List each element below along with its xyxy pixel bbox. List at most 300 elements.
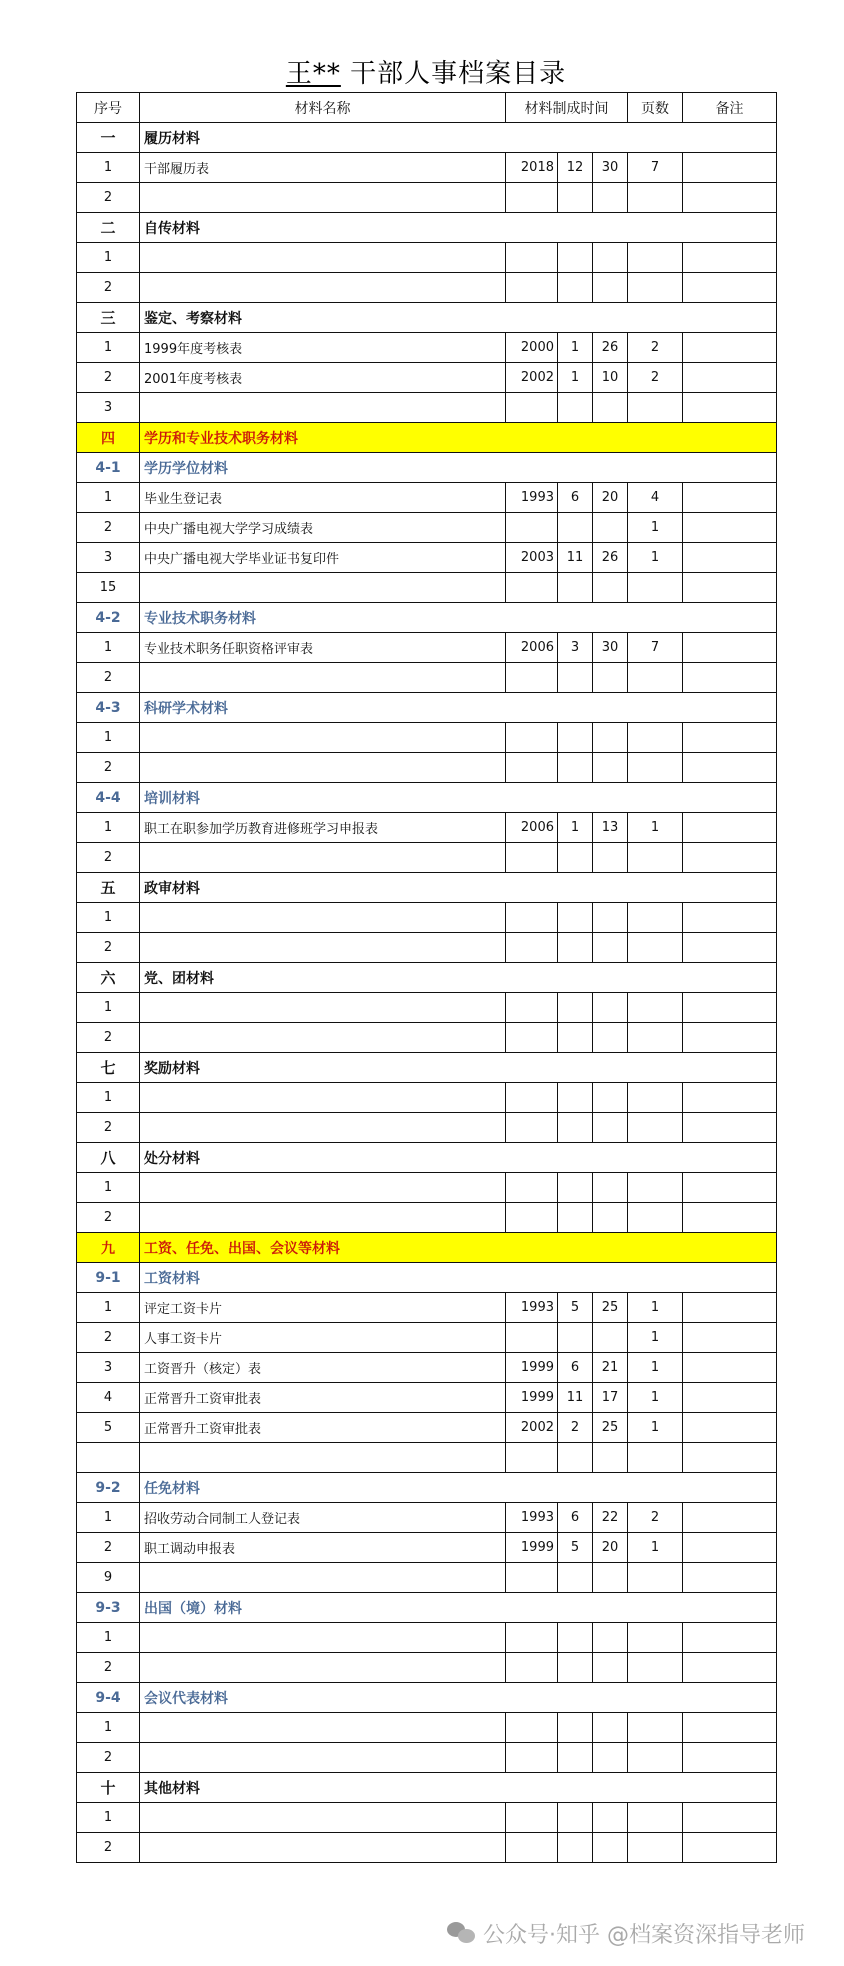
section-seq: 4-2 [77, 603, 140, 633]
row-year [506, 1563, 558, 1593]
row-material-name: 正常晋升工资审批表 [140, 1413, 506, 1443]
table-row [77, 1083, 777, 1113]
row-material-name [140, 1113, 506, 1143]
row-day: 21 [593, 1353, 628, 1383]
section-title: 科研学术材料 [140, 693, 777, 723]
row-day: 30 [593, 633, 628, 663]
row-remarks [683, 243, 777, 273]
subsection-row [77, 1593, 777, 1623]
row-seq: 1 [77, 333, 140, 363]
row-year [506, 1113, 558, 1143]
section-title: 工资、任免、出国、会议等材料 [140, 1233, 777, 1263]
row-material-name: 干部履历表 [140, 153, 506, 183]
row-remarks [683, 993, 777, 1023]
row-pages [628, 903, 683, 933]
row-material-name [140, 993, 506, 1023]
row-year [506, 663, 558, 693]
row-seq: 1 [77, 813, 140, 843]
row-pages [628, 1563, 683, 1593]
subsection-row [77, 603, 777, 633]
row-year: 2006 [506, 813, 558, 843]
row-day: 20 [593, 483, 628, 513]
row-year [506, 1623, 558, 1653]
row-month [558, 1023, 593, 1053]
table-row [77, 153, 777, 183]
row-month [558, 1833, 593, 1863]
row-month [558, 513, 593, 543]
row-seq: 2 [77, 1653, 140, 1683]
row-material-name: 2001年度考核表 [140, 363, 506, 393]
table-row [77, 1563, 777, 1593]
subsection-row [77, 1263, 777, 1293]
table-row [77, 1353, 777, 1383]
row-year [506, 1203, 558, 1233]
section-seq: 4-4 [77, 783, 140, 813]
wechat-icon [447, 1920, 477, 1946]
table-row [77, 573, 777, 603]
row-seq: 2 [77, 933, 140, 963]
row-material-name [140, 1083, 506, 1113]
section-title: 培训材料 [140, 783, 777, 813]
section-seq: 9-2 [77, 1473, 140, 1503]
row-day [593, 273, 628, 303]
table-row [77, 723, 777, 753]
row-year: 2018 [506, 153, 558, 183]
row-month: 5 [558, 1533, 593, 1563]
row-remarks [683, 1203, 777, 1233]
row-material-name [140, 393, 506, 423]
row-month: 11 [558, 1383, 593, 1413]
section-title: 学历和专业技术职务材料 [140, 423, 777, 453]
row-material-name [140, 1713, 506, 1743]
row-seq: 1 [77, 723, 140, 753]
row-material-name: 职工调动申报表 [140, 1533, 506, 1563]
row-day: 25 [593, 1413, 628, 1443]
section-seq: 三 [77, 303, 140, 333]
row-remarks [683, 1833, 777, 1863]
row-day: 17 [593, 1383, 628, 1413]
row-year [506, 183, 558, 213]
row-year: 1993 [506, 483, 558, 513]
table-row [77, 1653, 777, 1683]
table-row [77, 393, 777, 423]
row-seq: 2 [77, 843, 140, 873]
row-month [558, 1443, 593, 1473]
row-month [558, 243, 593, 273]
row-day [593, 513, 628, 543]
row-day [593, 1173, 628, 1203]
row-pages [628, 273, 683, 303]
section-row [77, 1233, 777, 1263]
row-seq: 5 [77, 1413, 140, 1443]
person-name: 王** [285, 59, 341, 89]
row-month [558, 1173, 593, 1203]
row-day [593, 573, 628, 603]
row-remarks [683, 333, 777, 363]
row-pages: 1 [628, 1323, 683, 1353]
row-year [506, 933, 558, 963]
row-month: 3 [558, 633, 593, 663]
row-material-name [140, 273, 506, 303]
col-header-seq: 序号 [77, 93, 140, 123]
table-row [77, 663, 777, 693]
section-title: 党、团材料 [140, 963, 777, 993]
section-row [77, 963, 777, 993]
section-seq: 九 [77, 1233, 140, 1263]
row-seq: 1 [77, 243, 140, 273]
row-remarks [683, 1443, 777, 1473]
section-title: 专业技术职务材料 [140, 603, 777, 633]
section-row [77, 213, 777, 243]
row-material-name [140, 843, 506, 873]
row-year: 1999 [506, 1353, 558, 1383]
row-remarks [683, 483, 777, 513]
table-row [77, 1383, 777, 1413]
table-row [77, 1173, 777, 1203]
table-row [77, 1623, 777, 1653]
row-day [593, 1563, 628, 1593]
row-remarks [683, 1173, 777, 1203]
row-day [593, 1833, 628, 1863]
section-seq: 4-3 [77, 693, 140, 723]
row-seq: 3 [77, 543, 140, 573]
row-year [506, 1803, 558, 1833]
row-remarks [683, 663, 777, 693]
watermark-text: 公众号·知乎 @档案资深指导老师 [483, 1922, 805, 1948]
row-remarks [683, 1413, 777, 1443]
row-year [506, 513, 558, 543]
row-month [558, 393, 593, 423]
row-year: 2000 [506, 333, 558, 363]
row-material-name [140, 933, 506, 963]
col-header-remarks: 备注 [683, 93, 777, 123]
row-year: 2003 [506, 543, 558, 573]
row-remarks [683, 1803, 777, 1833]
row-remarks [683, 1383, 777, 1413]
row-pages [628, 933, 683, 963]
table-row [77, 1113, 777, 1143]
col-header-date: 材料制成时间 [506, 93, 628, 123]
table-row [77, 1533, 777, 1563]
row-day: 20 [593, 1533, 628, 1563]
row-year [506, 1713, 558, 1743]
section-row [77, 1053, 777, 1083]
row-year [506, 753, 558, 783]
title-text: 干部人事档案目录 [350, 59, 567, 89]
row-material-name [140, 663, 506, 693]
header-row [77, 93, 777, 123]
table-row [77, 1443, 777, 1473]
subsection-row [77, 453, 777, 483]
row-day [593, 933, 628, 963]
row-pages: 1 [628, 1383, 683, 1413]
row-month [558, 753, 593, 783]
row-material-name: 中央广播电视大学学习成绩表 [140, 513, 506, 543]
row-pages: 1 [628, 513, 683, 543]
row-pages: 1 [628, 1413, 683, 1443]
row-material-name [140, 1743, 506, 1773]
table-row [77, 513, 777, 543]
row-seq: 2 [77, 273, 140, 303]
table-row [77, 1203, 777, 1233]
row-remarks [683, 1623, 777, 1653]
row-year: 2002 [506, 363, 558, 393]
row-day [593, 1023, 628, 1053]
row-material-name [140, 1203, 506, 1233]
row-day [593, 903, 628, 933]
section-seq: 五 [77, 873, 140, 903]
row-pages [628, 1713, 683, 1743]
row-year: 1999 [506, 1383, 558, 1413]
row-day [593, 1803, 628, 1833]
section-row [77, 1773, 777, 1803]
section-title: 履历材料 [140, 123, 777, 153]
row-day [593, 1203, 628, 1233]
col-header-pages: 页数 [628, 93, 683, 123]
row-remarks [683, 903, 777, 933]
row-seq: 1 [77, 1623, 140, 1653]
table-row [77, 1803, 777, 1833]
row-seq: 1 [77, 153, 140, 183]
row-pages [628, 183, 683, 213]
section-row [77, 123, 777, 153]
row-seq: 2 [77, 183, 140, 213]
row-material-name [140, 243, 506, 273]
row-month: 12 [558, 153, 593, 183]
row-year [506, 723, 558, 753]
row-day: 10 [593, 363, 628, 393]
row-month [558, 723, 593, 753]
row-pages [628, 1083, 683, 1113]
row-material-name [140, 1623, 506, 1653]
row-month [558, 1713, 593, 1743]
section-seq: 四 [77, 423, 140, 453]
row-pages [628, 393, 683, 423]
section-seq: 一 [77, 123, 140, 153]
row-month: 6 [558, 483, 593, 513]
row-material-name [140, 1443, 506, 1473]
row-day [593, 1743, 628, 1773]
section-seq: 9-4 [77, 1683, 140, 1713]
row-seq: 1 [77, 1293, 140, 1323]
row-remarks [683, 1743, 777, 1773]
row-day [593, 1623, 628, 1653]
row-day [593, 1653, 628, 1683]
section-title: 处分材料 [140, 1143, 777, 1173]
section-title: 任免材料 [140, 1473, 777, 1503]
row-day [593, 1113, 628, 1143]
table-row [77, 333, 777, 363]
section-seq: 六 [77, 963, 140, 993]
table-body [77, 123, 777, 1863]
row-pages: 4 [628, 483, 683, 513]
table-row [77, 1323, 777, 1353]
table-row [77, 483, 777, 513]
section-title: 工资材料 [140, 1263, 777, 1293]
row-seq: 1 [77, 1173, 140, 1203]
row-material-name: 中央广播电视大学毕业证书复印件 [140, 543, 506, 573]
row-seq: 2 [77, 663, 140, 693]
row-pages [628, 843, 683, 873]
row-remarks [683, 363, 777, 393]
section-title: 出国（境）材料 [140, 1593, 777, 1623]
row-month [558, 1323, 593, 1353]
row-year [506, 1173, 558, 1203]
row-remarks [683, 1533, 777, 1563]
section-title: 政审材料 [140, 873, 777, 903]
row-day [593, 1443, 628, 1473]
section-title: 自传材料 [140, 213, 777, 243]
row-month: 6 [558, 1503, 593, 1533]
row-year [506, 243, 558, 273]
row-remarks [683, 813, 777, 843]
row-month [558, 1563, 593, 1593]
row-month [558, 1113, 593, 1143]
row-seq: 1 [77, 633, 140, 663]
table-row [77, 1413, 777, 1443]
row-month [558, 903, 593, 933]
row-year [506, 1323, 558, 1353]
section-seq: 9-3 [77, 1593, 140, 1623]
row-day: 26 [593, 333, 628, 363]
row-year [506, 843, 558, 873]
row-day: 26 [593, 543, 628, 573]
row-seq: 2 [77, 1743, 140, 1773]
row-material-name [140, 1563, 506, 1593]
row-pages [628, 1443, 683, 1473]
row-material-name [140, 1653, 506, 1683]
row-seq: 1 [77, 903, 140, 933]
row-day [593, 993, 628, 1023]
row-pages [628, 663, 683, 693]
row-seq: 3 [77, 393, 140, 423]
row-year [506, 1023, 558, 1053]
section-title: 奖励材料 [140, 1053, 777, 1083]
row-month [558, 1803, 593, 1833]
row-material-name: 职工在职参加学历教育进修班学习申报表 [140, 813, 506, 843]
row-remarks [683, 543, 777, 573]
row-month [558, 273, 593, 303]
table-row [77, 633, 777, 663]
table-row [77, 183, 777, 213]
table-row [77, 993, 777, 1023]
row-seq: 2 [77, 1533, 140, 1563]
row-pages: 2 [628, 363, 683, 393]
row-month [558, 1083, 593, 1113]
row-remarks [683, 573, 777, 603]
section-title: 鉴定、考察材料 [140, 303, 777, 333]
watermark [447, 1916, 805, 1950]
section-row [77, 303, 777, 333]
row-year: 1999 [506, 1533, 558, 1563]
row-day [593, 1323, 628, 1353]
row-month [558, 1623, 593, 1653]
row-pages: 1 [628, 1533, 683, 1563]
row-seq: 2 [77, 1023, 140, 1053]
row-seq: 2 [77, 1113, 140, 1143]
row-pages [628, 753, 683, 783]
row-seq: 1 [77, 1503, 140, 1533]
row-pages: 7 [628, 153, 683, 183]
section-row [77, 873, 777, 903]
row-seq: 2 [77, 363, 140, 393]
section-title: 其他材料 [140, 1773, 777, 1803]
row-seq: 1 [77, 1713, 140, 1743]
table-row [77, 1713, 777, 1743]
row-material-name: 人事工资卡片 [140, 1323, 506, 1353]
row-year [506, 1653, 558, 1683]
row-seq: 15 [77, 573, 140, 603]
row-month: 1 [558, 363, 593, 393]
row-year [506, 393, 558, 423]
row-year: 1993 [506, 1293, 558, 1323]
row-remarks [683, 1653, 777, 1683]
row-day: 30 [593, 153, 628, 183]
row-month: 1 [558, 333, 593, 363]
section-seq: 4-1 [77, 453, 140, 483]
row-seq: 1 [77, 1803, 140, 1833]
col-header-name: 材料名称 [140, 93, 506, 123]
row-month [558, 573, 593, 603]
row-pages: 1 [628, 543, 683, 573]
row-seq: 2 [77, 1203, 140, 1233]
row-day [593, 843, 628, 873]
row-pages [628, 1623, 683, 1653]
row-remarks [683, 1323, 777, 1353]
archive-catalog-table [76, 92, 777, 1863]
row-seq: 9 [77, 1563, 140, 1593]
row-remarks [683, 723, 777, 753]
row-day: 25 [593, 1293, 628, 1323]
row-material-name [140, 1833, 506, 1863]
row-material-name: 招收劳动合同制工人登记表 [140, 1503, 506, 1533]
row-seq: 1 [77, 993, 140, 1023]
row-year [506, 573, 558, 603]
row-day [593, 663, 628, 693]
table-row [77, 933, 777, 963]
row-pages: 2 [628, 333, 683, 363]
table-row [77, 813, 777, 843]
row-pages [628, 1833, 683, 1863]
row-month [558, 1653, 593, 1683]
row-pages [628, 243, 683, 273]
section-seq: 9-1 [77, 1263, 140, 1293]
row-seq: 1 [77, 1083, 140, 1113]
row-day [593, 1083, 628, 1113]
row-material-name [140, 1023, 506, 1053]
row-seq: 2 [77, 753, 140, 783]
row-material-name [140, 723, 506, 753]
subsection-row [77, 693, 777, 723]
row-day [593, 183, 628, 213]
row-pages [628, 1803, 683, 1833]
row-month [558, 1743, 593, 1773]
subsection-row [77, 1473, 777, 1503]
row-seq: 3 [77, 1353, 140, 1383]
row-month: 1 [558, 813, 593, 843]
row-material-name: 毕业生登记表 [140, 483, 506, 513]
row-pages: 1 [628, 1293, 683, 1323]
table-row [77, 273, 777, 303]
table-row [77, 1743, 777, 1773]
row-day [593, 753, 628, 783]
row-year [506, 1443, 558, 1473]
row-month [558, 993, 593, 1023]
row-month [558, 933, 593, 963]
row-material-name: 工资晋升（核定）表 [140, 1353, 506, 1383]
row-year: 1993 [506, 1503, 558, 1533]
row-pages [628, 1173, 683, 1203]
